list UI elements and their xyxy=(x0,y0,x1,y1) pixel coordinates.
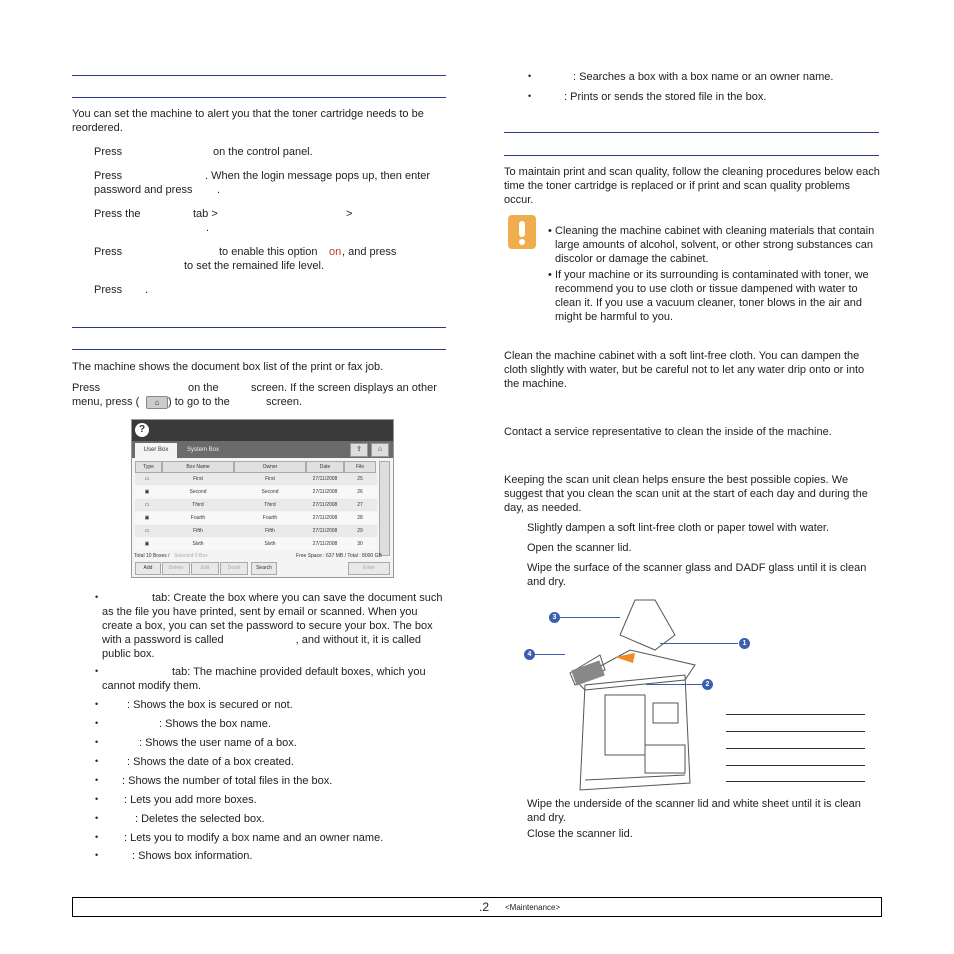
press-line-mid: on the xyxy=(188,382,219,394)
screen-titlebar xyxy=(132,420,393,441)
section-rule xyxy=(504,132,879,133)
file-cell: 30 xyxy=(357,541,363,547)
cleaning-intro: To maintain print and scan quality, follow the cleaning procedures below each time the toner cartridge is replaced or if print and scan quality problems occur. xyxy=(504,166,880,206)
bullet-dot: • xyxy=(95,718,99,728)
subsection-rule xyxy=(504,155,879,156)
file-cell: 25 xyxy=(357,476,363,482)
scan-step-2: Open the scanner lid. xyxy=(527,542,632,554)
bullet-user-box-tail: , and without it, it is called public box. xyxy=(102,634,422,660)
file-cell: 27 xyxy=(357,502,363,508)
bullet-dot: • xyxy=(95,699,99,709)
help-icon[interactable]: ? xyxy=(135,423,149,437)
bullet-dot: • xyxy=(95,794,99,804)
legend-line xyxy=(726,714,865,715)
document-box-screen xyxy=(131,419,394,578)
step-4-post: to enable this option xyxy=(219,246,318,258)
step-3-post: > xyxy=(346,208,353,220)
press-line2-end: screen. xyxy=(266,396,303,408)
folder-icon: ▭ xyxy=(144,502,150,508)
bullet-system-box-text: tab: The machine provided default boxes, which you cannot modify them. xyxy=(102,666,426,692)
scrollbar[interactable] xyxy=(379,461,390,556)
box-intro: The machine shows the document box list of the print or fax job. xyxy=(72,361,384,373)
date-cell: 27/11/2008 xyxy=(312,476,338,482)
table-row[interactable] xyxy=(135,486,377,498)
scan-step-3: Wipe the surface of the scanner glass and DADF glass until it is clean and dry. xyxy=(527,562,867,588)
step-4-cont: to set the remained life level. xyxy=(184,260,325,272)
date-cell: 27/11/2008 xyxy=(312,515,338,521)
table-row[interactable] xyxy=(135,499,377,511)
callout-1: 1 xyxy=(739,638,750,649)
exterior-text: Clean the machine cabinet with a soft lint-free cloth. You can dampen the cloth slightly with water, but be careful not to let any water drip onto or into the machine. xyxy=(504,350,865,390)
bullet-system-box xyxy=(102,665,447,693)
bullet-dot: • xyxy=(95,756,99,766)
screen-tabbar xyxy=(132,441,393,458)
section-rule xyxy=(72,327,446,328)
bullet-file: : Shows the number of total files in the box. xyxy=(122,775,333,787)
bullet-dot: • xyxy=(95,592,99,602)
detail-button[interactable]: Detail xyxy=(220,562,248,575)
folder-icon: ▭ xyxy=(144,476,150,482)
step-2-post: . When the login message pops up, then enter xyxy=(205,170,431,182)
toner-intro: You can set the machine to alert you that the toner cartridge needs to be reordered. xyxy=(72,108,424,134)
bullet-box-name: : Shows the box name. xyxy=(159,718,271,730)
export-icon[interactable]: ⇪ xyxy=(350,443,368,457)
owner-cell: Fifth xyxy=(265,528,275,534)
owner-cell: Fourth xyxy=(262,515,278,521)
step-4-post2: , and press xyxy=(342,246,397,258)
callout-2: 2 xyxy=(702,679,713,690)
owner-cell: First xyxy=(265,476,275,482)
date-cell: 27/11/2008 xyxy=(312,528,338,534)
bullet-add: : Lets you add more boxes. xyxy=(124,794,257,806)
column-header-box-name[interactable]: Box Name xyxy=(162,461,234,473)
legend-line xyxy=(726,748,865,749)
tab-system-box[interactable]: System Box xyxy=(187,447,220,453)
locked-folder-icon: ▣ xyxy=(144,515,150,521)
search-button[interactable]: Search xyxy=(251,562,277,575)
bullet-search: : Searches a box with a box name or an owner name. xyxy=(573,71,834,83)
printer-illustration xyxy=(545,595,745,795)
free-space: Free Space : 637 MB / Total : 8000 GB xyxy=(296,553,382,559)
glass-leader xyxy=(660,643,738,644)
subsection-rule xyxy=(72,349,446,350)
date-cell: 27/11/2008 xyxy=(312,489,338,495)
section-rule xyxy=(72,75,446,76)
step-4-on: on xyxy=(329,246,342,258)
bullet-detail: : Shows box information. xyxy=(132,850,253,862)
step-1-pre: Press xyxy=(94,146,123,158)
owner-cell: Third xyxy=(264,502,276,508)
page-number: .2 xyxy=(479,900,490,914)
bullet-dot: • xyxy=(95,737,99,747)
table-row[interactable] xyxy=(135,525,377,537)
step-2-cont-post: . xyxy=(217,184,221,196)
scan-intro: Keeping the scan unit clean helps ensure the best possible copies. We suggest that you clean the scan unit at the start of each day and during the day, as needed. xyxy=(504,474,868,514)
press-line-pre: Press xyxy=(72,382,101,394)
home-icon[interactable]: ⌂ xyxy=(371,443,389,457)
scan-step-4: Wipe the underside of the scanner lid and white sheet until it is clean and dry. xyxy=(527,798,861,824)
legend-line xyxy=(726,765,865,766)
callout-3: 3 xyxy=(549,612,560,623)
owner-cell: Sixth xyxy=(264,541,276,547)
press-line-post: screen. If the screen displays an other xyxy=(251,382,437,394)
table-row[interactable] xyxy=(135,538,377,550)
bullet-edit: : Lets you to modify a box name and an owner name. xyxy=(124,832,384,844)
press-line2-post: ) to go to the xyxy=(168,396,230,408)
bullet-dot: • xyxy=(95,832,99,842)
file-cell: 26 xyxy=(357,489,363,495)
bullet-user-box-text: tab: Create the box where you can save the document such as the file you have printed, sent by email or scanned. When you create a box, you can set the password to secure your box. The box with a password is called xyxy=(102,592,443,646)
step-5-pre: Press xyxy=(94,284,123,296)
add-button[interactable]: Add xyxy=(135,562,161,575)
bullet-dot: • xyxy=(95,666,99,676)
step-2-cont: password and press xyxy=(94,184,193,196)
table-row[interactable] xyxy=(135,512,377,524)
column-header-owner[interactable]: Owner xyxy=(234,461,306,473)
dadf-leader xyxy=(535,654,565,655)
file-cell: 28 xyxy=(357,515,363,521)
box-name-cell: Third xyxy=(192,502,204,508)
legend-line xyxy=(726,781,865,782)
edit-button[interactable]: Edit xyxy=(191,562,219,575)
step-2-pre: Press xyxy=(94,170,123,182)
bullet-user-box xyxy=(102,591,447,661)
total-boxes: Total 10 Boxes / xyxy=(134,553,170,559)
bullet-type: : Shows the box is secured or not. xyxy=(127,699,293,711)
callout-4: 4 xyxy=(524,649,535,660)
step-3-cont: . xyxy=(206,222,210,234)
scan-step-1: Slightly dampen a soft lint-free cloth or paper towel with water. xyxy=(527,522,830,534)
caution-icon xyxy=(508,215,536,249)
home-icon: ⌂ xyxy=(146,396,168,409)
step-4-pre: Press xyxy=(94,246,123,258)
bullet-delete: : Deletes the selected box. xyxy=(135,813,265,825)
enter-button[interactable]: Enter xyxy=(348,562,390,575)
step-5-post: . xyxy=(145,284,149,296)
press-line2-pre: menu, press ( xyxy=(72,396,140,408)
bullet-dot: • xyxy=(528,91,532,101)
folder-icon: ▭ xyxy=(144,528,150,534)
step-3-pre: Press the xyxy=(94,208,141,220)
column-header-file[interactable]: File xyxy=(344,461,376,473)
scan-step-5: Close the scanner lid. xyxy=(527,828,633,840)
box-name-cell: First xyxy=(193,476,203,482)
date-cell: 27/11/2008 xyxy=(312,541,338,547)
selected-boxes: Selected 0 Box xyxy=(174,553,208,559)
box-name-cell: Fourth xyxy=(190,515,206,521)
interior-text: Contact a service representative to clean the inside of the machine. xyxy=(504,426,832,438)
locked-folder-icon: ▣ xyxy=(144,541,150,547)
bullet-dot: • xyxy=(528,71,532,81)
column-header-type[interactable]: Type xyxy=(135,461,162,473)
owner-cell: Second xyxy=(261,489,279,495)
section-label: <Maintenance> xyxy=(505,903,561,912)
caution-1: Cleaning the machine cabinet with cleaning materials that contain large amounts of alcohol, solvent, or other strong substances can discolor or damage the cabinet. xyxy=(555,225,875,265)
bullet-dot: • xyxy=(548,225,552,237)
locked-folder-icon: ▣ xyxy=(144,489,150,495)
file-cell: 29 xyxy=(357,528,363,534)
step-3-mid: tab > xyxy=(193,208,218,220)
box-name-cell: Second xyxy=(189,489,207,495)
caution-2: If your machine or its surrounding is contaminated with toner, we recommend you to use cloth or tissue dampened with water to clean it. If you use a vacuum cleaner, toner blows in the air and might be harmful to you. xyxy=(555,269,869,323)
legend-line xyxy=(726,731,865,732)
bullet-dot: • xyxy=(95,775,99,785)
box-name-cell: Fifth xyxy=(193,528,203,534)
column-header-date[interactable]: Date xyxy=(306,461,344,473)
bullet-date: : Shows the date of a box created. xyxy=(127,756,294,768)
date-cell: 27/11/2008 xyxy=(312,502,338,508)
box-name-cell: Sixth xyxy=(192,541,204,547)
subsection-rule xyxy=(72,97,446,98)
bullet-dot: • xyxy=(95,850,99,860)
tab-user-box[interactable]: User Box xyxy=(135,443,177,458)
page-footer xyxy=(72,897,882,917)
bullet-dot: • xyxy=(95,813,99,823)
lid-leader xyxy=(560,617,620,618)
step-1-post: on the control panel. xyxy=(213,146,313,158)
bullet-owner: : Shows the user name of a box. xyxy=(139,737,297,749)
table-row[interactable] xyxy=(135,473,377,485)
bullet-print: : Prints or sends the stored file in the box. xyxy=(564,91,767,103)
bullet-dot: • xyxy=(548,269,552,281)
delete-button[interactable]: Delete xyxy=(162,562,190,575)
sheet-leader xyxy=(646,684,702,685)
